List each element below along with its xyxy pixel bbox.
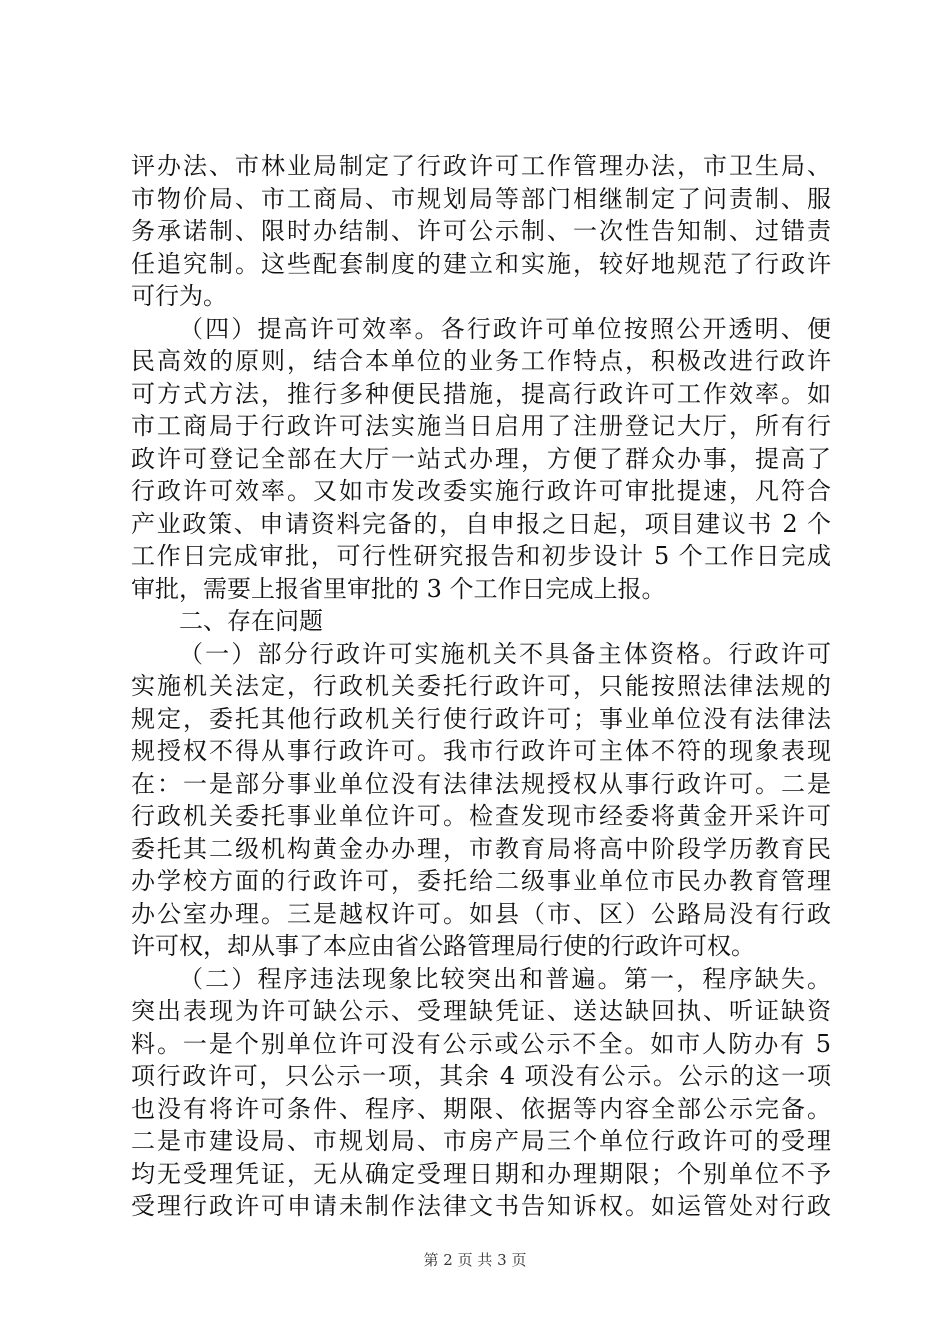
text-line: 二是市建设局、市规划局、市房产局三个单位行政许可的受理 [131,1127,831,1155]
text-line: 许可权，却从事了本应由省公路管理局行使的行政许可权。 [131,932,755,960]
text-line: 办学校方面的行政许可，委托给二级事业单位市民办教育管理 [131,867,831,895]
text-line: 可方式方法，推行多种便民措施，提高行政许可工作效率。如 [131,379,831,408]
text-line: 务承诺制、限时办结制、许可公示制、一次性告知制、过错责 [131,217,831,245]
text-line: （四）提高许可效率。各行政许可单位按照公开透明、便 [179,314,831,343]
text-line: 市工商局于行政许可法实施当日启用了注册登记大厅，所有行 [131,412,831,440]
text-line: 市物价局、市工商局、市规划局等部门相继制定了问责制、服 [131,184,831,213]
text-line: 政许可登记全部在大厅一站式办理，方便了群众办事，提高了 [131,444,831,473]
text-line: 实施机关法定，行政机关委托行政许可，只能按照法律法规的 [131,672,831,700]
text-line: 评办法、市林业局制定了行政许可工作管理办法，市卫生局、 [131,152,831,180]
text-line: 受理行政许可申请未制作法律文书告知诉权。如运管处对行政 [131,1192,831,1220]
text-line: （二）程序违法现象比较突出和普遍。第一，程序缺失。 [179,964,831,993]
text-line: 在：一是部分事业单位没有法律法规授权从事行政许可。二是 [131,769,831,798]
text-line: 二、存在问题 [179,607,323,635]
text-line: 产业政策、申请资料完备的，自申报之日起，项目建议书 2 个 [131,509,831,538]
page-footer: 第 2 页 共 3 页 [423,1251,527,1269]
text-line: 规定，委托其他行政机关行使行政许可；事业单位没有法律法 [131,704,831,733]
text-line: 也没有将许可条件、程序、期限、依据等内容全部公示完备。 [131,1094,831,1123]
text-line: 可行为。 [131,282,227,310]
text-line: 料。一是个别单位许可没有公示或公示不全。如市人防办有 5 [131,1029,831,1058]
text-line: 行政机关委托事业单位许可。检查发现市经委将黄金开采许可 [131,802,831,830]
text-line: （一）部分行政许可实施机关不具备主体资格。行政许可 [179,639,831,668]
text-line: 民高效的原则，结合本单位的业务工作特点，积极改进行政许 [131,347,831,375]
body-text [131,150,831,1223]
text-line: 审批，需要上报省里审批的 3 个工作日完成上报。 [131,574,666,603]
text-line: 规授权不得从事行政许可。我市行政许可主体不符的现象表现 [131,737,831,765]
text-line: 行政许可效率。又如市发改委实施行政许可审批提速，凡符合 [131,477,831,505]
text-line: 工作日完成审批，可行性研究报告和初步设计 5 个工作日完成 [131,542,831,570]
text-line: 任追究制。这些配套制度的建立和实施，较好地规范了行政许 [131,249,831,278]
text-line: 办公室办理。三是越权许可。如县（市、区）公路局没有行政 [131,899,831,928]
text-line: 均无受理凭证，无从确定受理日期和办理期限；个别单位不予 [131,1159,831,1188]
text-line: 项行政许可，只公示一项，其余 4 项没有公示。公示的这一项 [131,1062,831,1090]
text-line: 委托其二级机构黄金办办理，市教育局将高中阶段学历教育民 [131,834,831,863]
text-line: 突出表现为许可缺公示、受理缺凭证、送达缺回执、听证缺资 [131,997,831,1025]
